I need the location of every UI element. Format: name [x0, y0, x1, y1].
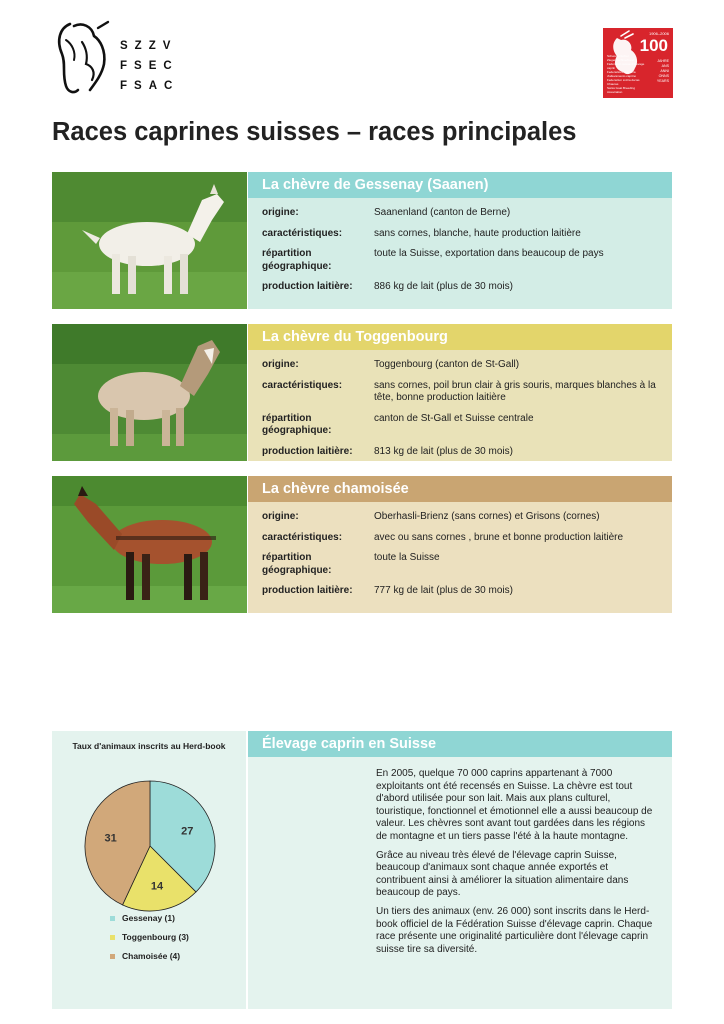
chamoisee-repartition: toute la Suisse [374, 552, 440, 563]
toggenbourg-origine: Toggenbourg (canton de St-Gall) [374, 359, 520, 370]
pie-label-chamoisee: 31 [104, 832, 117, 845]
badge-number: 100 [639, 36, 668, 55]
row-production: production laitière: 886 kg de lait (plus de 30 mois) [262, 281, 672, 294]
chamoisee-caracteristiques: avec ou sans cornes , brune et bonne production laitière [374, 531, 624, 543]
row-caracteristiques: caractéristiques: avec ou sans cornes , brune et bonne production laitière [262, 532, 672, 545]
elevage-paragraph: Un tiers des animaux (env. 26 000) sont inscrits dans le Herd-book officiel de la Fédération Suisse d'élevage caprin. Chaque race présente une originalité particulière dont l'élevage caprin suisse tire sa diversité. [376, 905, 653, 955]
chamoisee-production: 777 kg de lait (plus de 30 mois) [374, 585, 513, 596]
badge-years: 1906–2006 [648, 31, 669, 36]
logo-line-fsec: FSEC [120, 60, 179, 72]
pie-label-gessenay: 27 [181, 825, 194, 838]
saanen-production: 886 kg de lait (plus de 30 mois) [374, 281, 513, 292]
breed-name-saanen: La chèvre de Gessenay (Saanen) [248, 172, 672, 198]
row-production: production laitière: 777 kg de lait (plus de 30 mois) [262, 585, 672, 598]
chamoisee-origine: Oberhasli-Brienz (sans cornes) et Grisons (cornes) [374, 511, 600, 522]
elevage-title: Élevage caprin en Suisse [248, 731, 672, 757]
toggenbourg-info-panel [248, 324, 672, 461]
row-repartition: répartition géographique: toute la Suisse, exportation dans beaucoup de pays [262, 248, 672, 273]
toggenbourg-goat-photo [52, 324, 247, 461]
elevage-paragraph: En 2005, quelque 70 000 caprins appartenant à 7000 exploitants ont été recensés en Suisse. La chèvre est tout d'abord utilisée pour son lait. Mais aux plans culturel, touristique, fonctionnel et émotionnel elle a aussi beaucoup de valeur. Les chèvres sont avant tout gardées dans les régions de montagne et un tiers passe l'été à la haute montagne. [376, 768, 653, 842]
chart-legend [110, 913, 189, 970]
row-origine: origine: Saanenland (canton de Berne) [262, 207, 672, 220]
saanen-origine: Saanenland (canton de Berne) [374, 207, 511, 218]
legend-item-chamoisee: Chamoisée (4) [110, 951, 189, 961]
saanen-info-panel [248, 172, 672, 309]
page-title: Races caprines suisses – races principales [52, 118, 577, 146]
row-production: production laitière: 813 kg de lait (plus de 30 mois) [262, 446, 672, 459]
saanen-repartition: toute la Suisse, exportation dans beaucoup de pays [374, 248, 604, 259]
row-repartition: répartition géographique: toute la Suisse [262, 552, 672, 577]
row-origine: origine: Oberhasli-Brienz (sans cornes) et Grisons (cornes) [262, 511, 672, 524]
goat-head-logo-icon [52, 20, 114, 95]
chamoisee-info-panel [248, 476, 672, 613]
toggenbourg-repartition: canton de St-Gall et Suisse centrale [374, 412, 534, 424]
legend-item-toggenbourg: Toggenbourg (3) [110, 932, 189, 942]
chart-title: Taux d'animaux inscrits au Herd-book [72, 741, 226, 751]
logo-line-szzv: SZZV [120, 40, 178, 52]
row-caracteristiques: caractéristiques: sans cornes, blanche, haute production laitière [262, 228, 672, 241]
logo-line-fsac: FSAC [120, 80, 180, 92]
elevage-paragraph: Grâce au niveau très élevé de l'élevage caprin Suisse, beaucoup d'animaux sont chaque année exportés et contribuent ainsi à améliorer la situation alimentaire dans beaucoup de pays. [376, 849, 629, 899]
legend-swatch [110, 954, 115, 959]
saanen-caracteristiques: sans cornes, blanche, haute production laitière [374, 227, 581, 239]
row-repartition: répartition géographique: canton de St-Gall et Suisse centrale [262, 413, 672, 438]
saanen-goat-photo [52, 172, 247, 309]
badge-words: JAHRE ANS ANNI ONNS YEARS [656, 59, 669, 83]
chamoisee-goat-photo [52, 476, 247, 613]
legend-swatch [110, 935, 115, 940]
szzv-logo [52, 20, 182, 100]
toggenbourg-caracteristiques: sans cornes, poil brun clair à gris souris, marques blanches à la tête, bonne production laitière [374, 379, 656, 403]
breed-name-toggenbourg: La chèvre du Toggenbourg [248, 324, 672, 350]
elevage-text [376, 768, 654, 962]
badge-association-names: Schweizerischer Ziegenzuchtverband Fédération suisse d'élevage caprin Federazione svizzera d'allevamento caprino Federaziun svizra da las Chauras Swiss Goat Breeding Association [607, 54, 645, 94]
row-caracteristiques: caractéristiques: sans cornes, poil brun clair à gris souris, marques blanches à la tête, bonne production laitière [262, 380, 672, 405]
breed-name-chamoisee: La chèvre chamoisée [248, 476, 672, 502]
row-origine: origine: Toggenbourg (canton de St-Gall) [262, 359, 672, 372]
toggenbourg-production: 813 kg de lait (plus de 30 mois) [374, 445, 513, 457]
legend-swatch [110, 916, 115, 921]
herd-book-chart [52, 731, 246, 1009]
elevage-section [248, 731, 672, 1009]
anniversary-badge [603, 28, 673, 98]
legend-item-gessenay: Gessenay (1) [110, 913, 189, 923]
pie-label-toggenbourg: 14 [150, 880, 164, 893]
